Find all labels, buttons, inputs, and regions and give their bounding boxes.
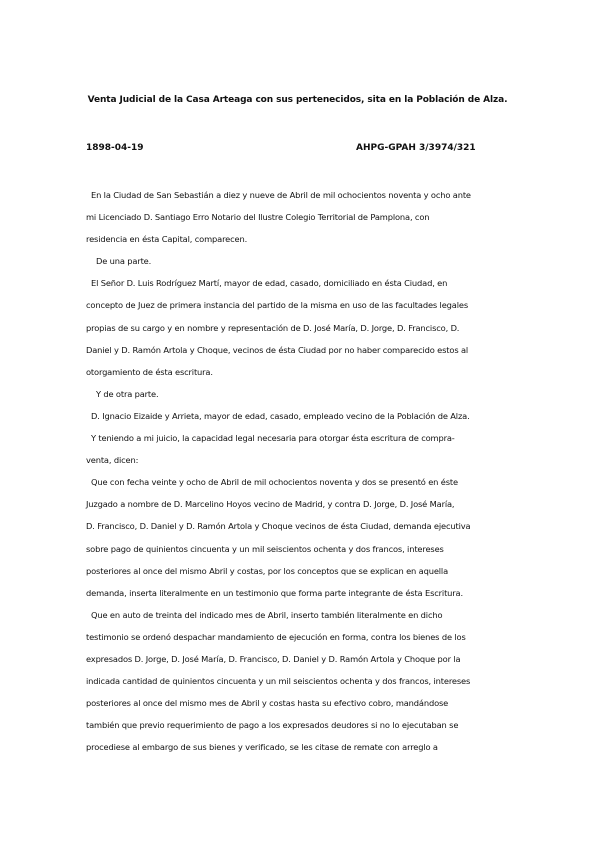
body-line: residencia en ésta Capital, comparecen.: [86, 234, 248, 245]
body-line: posteriores al once del mismo mes de Abril y costas hasta su efectivo cobro, mandándose: [86, 698, 449, 709]
body-line: mi Licenciado D. Santiago Erro Notario del Ilustre Colegio Territorial de Pamplona, con: [86, 212, 430, 223]
body-line: D. Francisco, D. Daniel y D. Ramón Artola y Choque vecinos de ésta Ciudad, demanda ejecutiva: [86, 521, 471, 532]
body-line: El Señor D. Luis Rodríguez Martí, mayor de edad, casado, domiciliado en ésta Ciudad, en: [86, 278, 448, 289]
body-line: procediese al embargo de sus bienes y verificado, se les citase de remate con arreglo a: [86, 742, 438, 753]
body-line: posteriores al once del mismo Abril y costas, por los conceptos que se explican en aquella: [86, 565, 449, 576]
body-line: D. Ignacio Eizaide y Arrieta, mayor de edad, casado, empleado vecino de la Población de Alza.: [86, 410, 470, 421]
document-title: Venta Judicial de la Casa Arteaga con sus pertenecidos, sita en la Población de Alza.: [87, 95, 508, 105]
body-line: también que previo requerimiento de pago a los expresados deudores si no lo ejecutaban se: [86, 720, 459, 731]
body-line: Que con fecha veinte y ocho de Abril de mil ochocientos noventa y dos se presentó en éste: [86, 477, 458, 488]
body-line: Daniel y D. Ramón Artola y Choque, vecinos de ésta Ciudad por no haber comparecido estos al: [86, 344, 469, 355]
body-line: En la Ciudad de San Sebastián a diez y nueve de Abril de mil ochocientos noventa y ocho ante: [86, 190, 471, 200]
body-line: Juzgado a nombre de D. Marcelino Hoyos vecino de Madrid, y contra D. Jorge, D. José María,: [86, 499, 455, 510]
body-line: expresados D. Jorge, D. José María, D. Francisco, D. Daniel y D. Ramón Artola y Choque por la: [86, 653, 461, 664]
body-line: Y de otra parte.: [86, 388, 159, 399]
body-line: concepto de Juez de primera instancia del partido de la misma en uso de las facultades legales: [86, 300, 468, 311]
body-line: propias de su cargo y en nombre y representación de D. José María, D. Jorge, D. Francisco, D.: [86, 322, 460, 333]
body-line: venta, dicen:: [86, 455, 139, 466]
document-date: 1898-04-19: [86, 143, 144, 153]
body-line: demanda, inserta literalmente en un testimonio que forma parte integrante de ésta Escritura.: [86, 587, 463, 598]
body-line: Y teniendo a mi juicio, la capacidad legal necesaria para otorgar ésta escritura de compra-: [86, 433, 455, 444]
body-line: sobre pago de quinientos cincuenta y un mil seiscientos ochenta y dos francos, intereses: [86, 543, 444, 554]
body-line: Que en auto de treinta del indicado mes de Abril, inserto también literalmente en dicho: [86, 609, 443, 620]
body-line: otorgamiento de ésta escritura.: [86, 366, 213, 377]
body-line: indicada cantidad de quinientos cincuenta y un mil seiscientos ochenta y dos francos, intereses: [86, 676, 471, 687]
body-line: testimonio se ordenó despachar mandamiento de ejecución en forma, contra los bienes de los: [86, 631, 466, 642]
archive-reference: AHPG-GPAH 3/3974/321: [356, 143, 476, 153]
document-body: [86, 184, 512, 758]
body-line: De una parte.: [86, 256, 152, 267]
